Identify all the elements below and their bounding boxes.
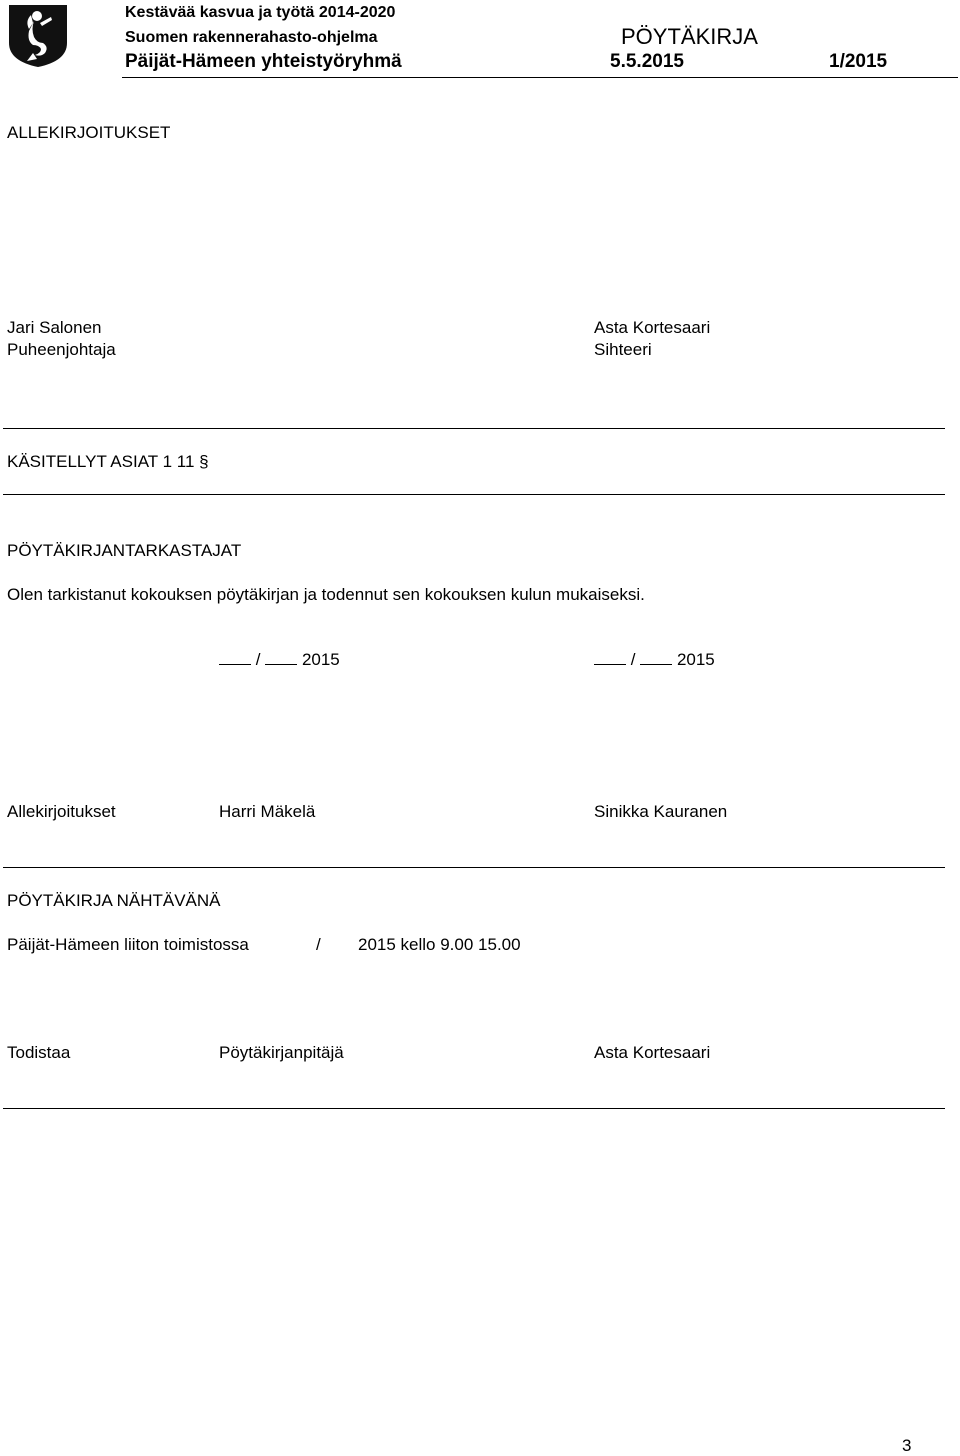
chair-name: Jari Salonen bbox=[7, 318, 102, 337]
date-separator: / bbox=[255, 650, 261, 669]
section-rule bbox=[3, 494, 945, 495]
day-blank bbox=[219, 650, 251, 665]
display-location: Päijät-Hämeen liiton toimistossa bbox=[7, 935, 249, 954]
day-blank bbox=[594, 650, 626, 665]
program-title: Kestävää kasvua ja työtä 2014-2020 bbox=[125, 4, 396, 21]
section-rule bbox=[3, 1108, 945, 1109]
certify-label: Todistaa bbox=[7, 1043, 71, 1062]
display-date-separator: / bbox=[316, 935, 321, 954]
display-heading: PÖYTÄKIRJA NÄHTÄVÄNÄ bbox=[7, 891, 221, 910]
certify-role: Pöytäkirjanpitäjä bbox=[219, 1043, 344, 1062]
certify-name: Asta Kortesaari bbox=[594, 1043, 711, 1062]
secretary-name: Asta Kortesaari bbox=[594, 318, 711, 337]
secretary-role: Sihteeri bbox=[594, 340, 652, 359]
meeting-number: 1/2015 bbox=[829, 51, 888, 72]
section-rule bbox=[3, 867, 945, 868]
date-year: 2015 bbox=[676, 650, 715, 669]
program-subtitle: Suomen rakennerahasto-ohjelma bbox=[125, 29, 378, 46]
inspector2-date bbox=[594, 650, 715, 670]
month-blank bbox=[640, 650, 672, 665]
signatures-heading: ALLEKIRJOITUKSET bbox=[7, 123, 171, 142]
document-type: PÖYTÄKIRJA bbox=[621, 24, 758, 49]
inspector1-date bbox=[219, 650, 340, 670]
handled-items: KÄSITELLYT ASIAT 1 11 § bbox=[7, 452, 209, 471]
month-blank bbox=[265, 650, 297, 665]
signatures-label: Allekirjoitukset bbox=[7, 802, 116, 821]
date-separator: / bbox=[630, 650, 636, 669]
inspectors-heading: PÖYTÄKIRJANTARKASTAJAT bbox=[7, 541, 242, 560]
inspector2-name: Sinikka Kauranen bbox=[594, 802, 728, 821]
organization-name: Päijät-Hämeen yhteistyöryhmä bbox=[125, 51, 402, 72]
mermaid-crest-icon bbox=[7, 3, 69, 69]
section-rule bbox=[3, 428, 945, 429]
inspectors-statement: Olen tarkistanut kokouksen pöytäkirjan ja todennut sen kokouksen kulun mukaiseksi. bbox=[7, 585, 645, 604]
date-year: 2015 bbox=[301, 650, 340, 669]
inspector1-name: Harri Mäkelä bbox=[219, 802, 316, 821]
header-rule bbox=[122, 77, 958, 78]
page-number: 3 bbox=[902, 1436, 912, 1455]
chair-role: Puheenjohtaja bbox=[7, 340, 116, 359]
meeting-date: 5.5.2015 bbox=[610, 51, 684, 72]
display-year-time: 2015 kello 9.00 15.00 bbox=[358, 935, 521, 954]
